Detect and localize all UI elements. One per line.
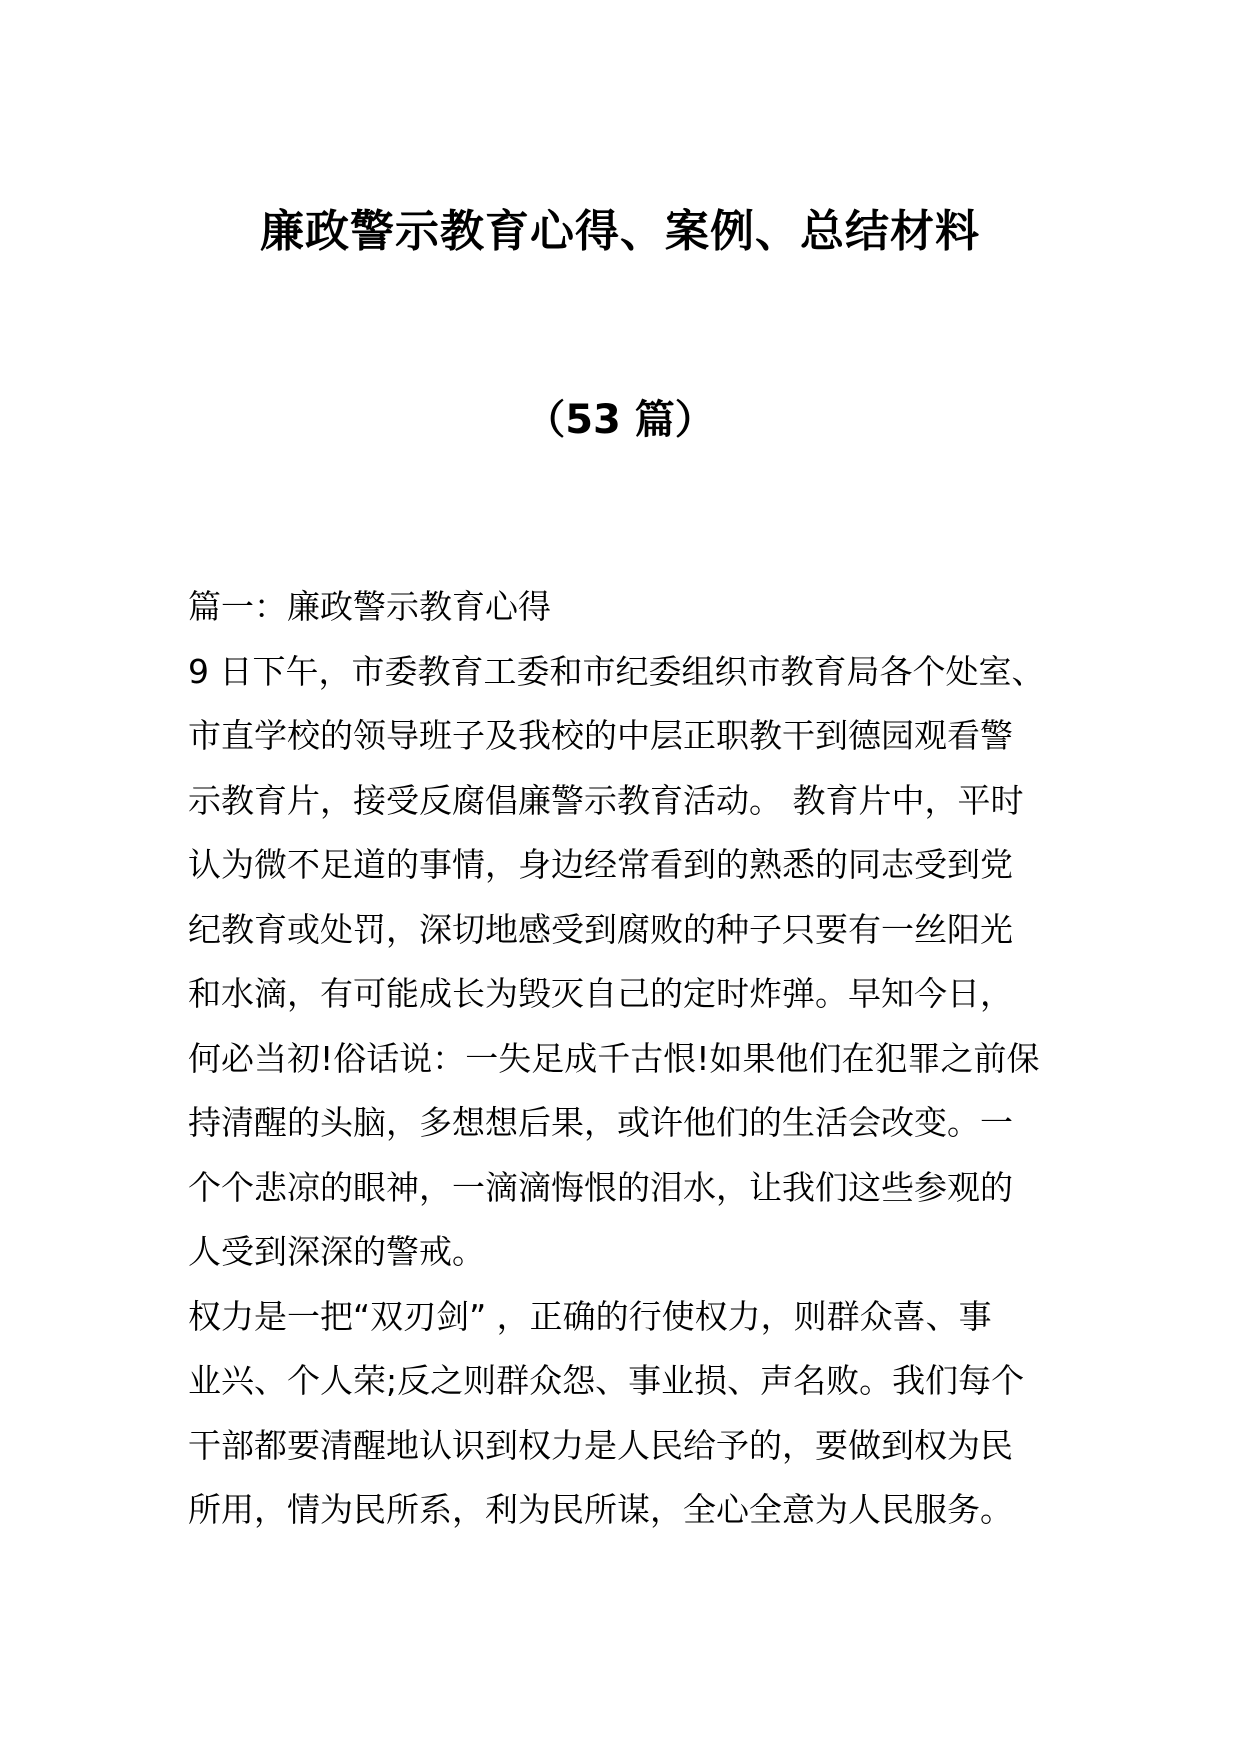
body-line: 人受到深深的警戒。 xyxy=(188,1232,485,1271)
body-line: 干部都要清醒地认识到权力是人民给予的，要做到权为民 xyxy=(188,1425,1013,1465)
body-line: 个个悲凉的眼神，一滴滴悔恨的泪水，让我们这些参观的 xyxy=(188,1167,1013,1207)
body-line: 9 日下午，市委教育工委和市纪委组织市教育局各个处室、 xyxy=(188,651,1045,691)
body-line: 持清醒的头脑，多想想后果，或许他们的生活会改变。一 xyxy=(188,1103,1013,1142)
body-line: 所用，情为民所系，利为民所谋，全心全意为人民服务。 xyxy=(188,1490,1013,1529)
document-body xyxy=(188,575,1068,1543)
body-line: 市直学校的领导班子及我校的中层正职教干到德园观看警 xyxy=(188,716,1013,755)
document-title: 廉政警示教育心得、案例、总结材料 xyxy=(260,206,980,257)
body-line: 纪教育或处罚，深切地感受到腐败的种子只要有一丝阳光 xyxy=(188,909,1013,949)
body-line: 何必当初!俗话说：一失足成千古恨!如果他们在犯罪之前保 xyxy=(188,1038,1040,1078)
body-line: 业兴、个人荣;反之则群众怨、事业损、声名败。我们每个 xyxy=(188,1361,1025,1400)
body-line: 认为微不足道的事情，身边经常看到的熟悉的同志受到党 xyxy=(188,845,1013,884)
section-heading: 篇一：廉政警示教育心得 xyxy=(188,587,551,626)
document-subtitle: （53 篇） xyxy=(525,397,715,443)
body-line: 和水滴，有可能成长为毁灭自己的定时炸弹。早知今日， xyxy=(188,974,1013,1013)
body-line: 示教育片，接受反腐倡廉警示教育活动。 教育片中，平时 xyxy=(188,780,1024,820)
body-line: 权力是一把“双刃剑” ，正确的行使权力，则群众喜、事 xyxy=(188,1296,992,1336)
